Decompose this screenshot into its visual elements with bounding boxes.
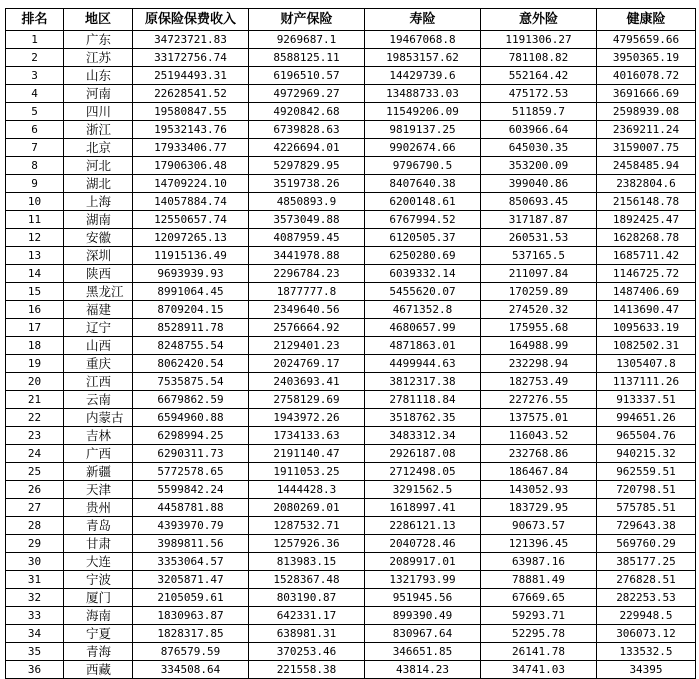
cell-rank: 21	[6, 391, 64, 409]
cell-rank: 19	[6, 355, 64, 373]
cell-rank: 20	[6, 373, 64, 391]
cell-health: 282253.53	[597, 589, 696, 607]
cell-original-premium: 14057884.74	[133, 193, 249, 211]
cell-life: 9819137.25	[365, 121, 481, 139]
table-row	[6, 49, 696, 67]
cell-health: 1487406.69	[597, 283, 696, 301]
cell-original-premium: 3353064.57	[133, 553, 249, 571]
table-row	[6, 517, 696, 535]
cell-accident: 182753.49	[481, 373, 597, 391]
cell-original-premium: 2105059.61	[133, 589, 249, 607]
cell-life: 6250280.69	[365, 247, 481, 265]
cell-life: 3518762.35	[365, 409, 481, 427]
cell-rank: 3	[6, 67, 64, 85]
cell-property: 370253.46	[249, 643, 365, 661]
header-property-insurance: 财产保险	[249, 9, 365, 31]
cell-rank: 2	[6, 49, 64, 67]
cell-accident: 121396.45	[481, 535, 597, 553]
cell-life: 5455620.07	[365, 283, 481, 301]
cell-property: 813983.15	[249, 553, 365, 571]
cell-original-premium: 8991064.45	[133, 283, 249, 301]
cell-rank: 24	[6, 445, 64, 463]
cell-region: 江西	[64, 373, 133, 391]
table-row	[6, 499, 696, 517]
cell-accident: 183729.95	[481, 499, 597, 517]
cell-region: 黑龙江	[64, 283, 133, 301]
cell-property: 1877777.8	[249, 283, 365, 301]
cell-accident: 78881.49	[481, 571, 597, 589]
cell-accident: 274520.32	[481, 301, 597, 319]
cell-health: 133532.5	[597, 643, 696, 661]
cell-original-premium: 12550657.74	[133, 211, 249, 229]
cell-property: 2296784.23	[249, 265, 365, 283]
cell-rank: 27	[6, 499, 64, 517]
cell-original-premium: 3205871.47	[133, 571, 249, 589]
cell-accident: 850693.45	[481, 193, 597, 211]
cell-accident: 317187.87	[481, 211, 597, 229]
cell-rank: 8	[6, 157, 64, 175]
cell-life: 9796790.5	[365, 157, 481, 175]
cell-region: 江苏	[64, 49, 133, 67]
cell-accident: 143052.93	[481, 481, 597, 499]
cell-original-premium: 4393970.79	[133, 517, 249, 535]
cell-property: 8588125.11	[249, 49, 365, 67]
cell-rank: 31	[6, 571, 64, 589]
cell-property: 4087959.45	[249, 229, 365, 247]
cell-life: 899390.49	[365, 607, 481, 625]
table-row	[6, 139, 696, 157]
cell-health: 306073.12	[597, 625, 696, 643]
cell-property: 2024769.17	[249, 355, 365, 373]
cell-property: 803190.87	[249, 589, 365, 607]
cell-life: 2089917.01	[365, 553, 481, 571]
cell-property: 2191140.47	[249, 445, 365, 463]
cell-property: 2576664.92	[249, 319, 365, 337]
cell-accident: 67669.65	[481, 589, 597, 607]
cell-property: 1528367.48	[249, 571, 365, 589]
cell-accident: 232298.94	[481, 355, 597, 373]
table-row	[6, 247, 696, 265]
table-row	[6, 463, 696, 481]
cell-life: 4671352.8	[365, 301, 481, 319]
cell-rank: 30	[6, 553, 64, 571]
cell-region: 厦门	[64, 589, 133, 607]
cell-rank: 23	[6, 427, 64, 445]
cell-region: 新疆	[64, 463, 133, 481]
cell-accident: 34741.03	[481, 661, 597, 679]
cell-health: 3950365.19	[597, 49, 696, 67]
table-row	[6, 301, 696, 319]
cell-accident: 603966.64	[481, 121, 597, 139]
cell-region: 海南	[64, 607, 133, 625]
cell-life: 11549206.09	[365, 103, 481, 121]
cell-accident: 1191306.27	[481, 31, 597, 49]
cell-region: 重庆	[64, 355, 133, 373]
cell-property: 4226694.01	[249, 139, 365, 157]
cell-original-premium: 1830963.87	[133, 607, 249, 625]
header-row	[6, 9, 696, 31]
table-row	[6, 283, 696, 301]
cell-region: 四川	[64, 103, 133, 121]
cell-original-premium: 17906306.48	[133, 157, 249, 175]
cell-health: 1305407.8	[597, 355, 696, 373]
cell-life: 4871863.01	[365, 337, 481, 355]
cell-accident: 227276.55	[481, 391, 597, 409]
cell-original-premium: 3989811.56	[133, 535, 249, 553]
cell-accident: 511859.7	[481, 103, 597, 121]
table-row	[6, 85, 696, 103]
table-row	[6, 355, 696, 373]
cell-life: 2286121.13	[365, 517, 481, 535]
cell-original-premium: 8248755.54	[133, 337, 249, 355]
table-row	[6, 625, 696, 643]
cell-accident: 781108.82	[481, 49, 597, 67]
cell-life: 951945.56	[365, 589, 481, 607]
cell-region: 河北	[64, 157, 133, 175]
cell-accident: 353200.09	[481, 157, 597, 175]
cell-property: 3519738.26	[249, 175, 365, 193]
cell-accident: 63987.16	[481, 553, 597, 571]
cell-health: 2458485.94	[597, 157, 696, 175]
table-row	[6, 229, 696, 247]
cell-property: 4972969.27	[249, 85, 365, 103]
cell-property: 4850893.9	[249, 193, 365, 211]
cell-accident: 90673.57	[481, 517, 597, 535]
cell-property: 638981.31	[249, 625, 365, 643]
cell-life: 6767994.52	[365, 211, 481, 229]
cell-rank: 1	[6, 31, 64, 49]
cell-life: 1321793.99	[365, 571, 481, 589]
cell-life: 6200148.61	[365, 193, 481, 211]
cell-region: 辽宁	[64, 319, 133, 337]
cell-original-premium: 5599842.24	[133, 481, 249, 499]
header-health-insurance: 健康险	[597, 9, 696, 31]
cell-property: 1734133.63	[249, 427, 365, 445]
cell-rank: 4	[6, 85, 64, 103]
cell-property: 3441978.88	[249, 247, 365, 265]
cell-health: 1685711.42	[597, 247, 696, 265]
cell-accident: 170259.89	[481, 283, 597, 301]
cell-health: 965504.76	[597, 427, 696, 445]
cell-health: 720798.51	[597, 481, 696, 499]
cell-accident: 52295.78	[481, 625, 597, 643]
cell-health: 2156148.78	[597, 193, 696, 211]
cell-property: 9269687.1	[249, 31, 365, 49]
table-row	[6, 211, 696, 229]
cell-original-premium: 876579.59	[133, 643, 249, 661]
header-region: 地区	[64, 9, 133, 31]
table-row	[6, 427, 696, 445]
header-accident-insurance: 意外险	[481, 9, 597, 31]
cell-property: 2129401.23	[249, 337, 365, 355]
cell-rank: 34	[6, 625, 64, 643]
cell-life: 19853157.62	[365, 49, 481, 67]
cell-accident: 26141.78	[481, 643, 597, 661]
cell-original-premium: 8062420.54	[133, 355, 249, 373]
cell-rank: 10	[6, 193, 64, 211]
cell-life: 8407640.38	[365, 175, 481, 193]
cell-original-premium: 5772578.65	[133, 463, 249, 481]
cell-accident: 211097.84	[481, 265, 597, 283]
cell-original-premium: 19580847.55	[133, 103, 249, 121]
cell-region: 天津	[64, 481, 133, 499]
cell-health: 3159007.75	[597, 139, 696, 157]
table-row	[6, 571, 696, 589]
cell-health: 3691666.69	[597, 85, 696, 103]
cell-region: 山西	[64, 337, 133, 355]
table-row	[6, 67, 696, 85]
header-life-insurance: 寿险	[365, 9, 481, 31]
cell-original-premium: 6290311.73	[133, 445, 249, 463]
cell-rank: 15	[6, 283, 64, 301]
cell-region: 河南	[64, 85, 133, 103]
cell-region: 甘肃	[64, 535, 133, 553]
cell-health: 4016078.72	[597, 67, 696, 85]
cell-original-premium: 33172756.74	[133, 49, 249, 67]
table-row	[6, 481, 696, 499]
cell-property: 5297829.95	[249, 157, 365, 175]
table-row	[6, 553, 696, 571]
cell-original-premium: 6298994.25	[133, 427, 249, 445]
cell-property: 6739828.63	[249, 121, 365, 139]
cell-life: 14429739.6	[365, 67, 481, 85]
cell-property: 1287532.71	[249, 517, 365, 535]
cell-rank: 14	[6, 265, 64, 283]
cell-rank: 13	[6, 247, 64, 265]
cell-health: 34395	[597, 661, 696, 679]
cell-region: 北京	[64, 139, 133, 157]
cell-health: 575785.51	[597, 499, 696, 517]
cell-rank: 12	[6, 229, 64, 247]
cell-accident: 552164.42	[481, 67, 597, 85]
cell-rank: 29	[6, 535, 64, 553]
cell-life: 2712498.05	[365, 463, 481, 481]
table-row	[6, 661, 696, 679]
table-wrapper	[5, 8, 696, 679]
cell-life: 830967.64	[365, 625, 481, 643]
cell-health: 229948.5	[597, 607, 696, 625]
cell-region: 内蒙古	[64, 409, 133, 427]
table-row	[6, 337, 696, 355]
cell-life: 2926187.08	[365, 445, 481, 463]
cell-original-premium: 12097265.13	[133, 229, 249, 247]
cell-health: 276828.51	[597, 571, 696, 589]
table-row	[6, 607, 696, 625]
table-row	[6, 319, 696, 337]
cell-region: 青海	[64, 643, 133, 661]
cell-region: 福建	[64, 301, 133, 319]
cell-rank: 33	[6, 607, 64, 625]
table-row	[6, 193, 696, 211]
cell-property: 2403693.41	[249, 373, 365, 391]
cell-life: 6039332.14	[365, 265, 481, 283]
cell-health: 1137111.26	[597, 373, 696, 391]
cell-original-premium: 6594960.88	[133, 409, 249, 427]
table-row	[6, 157, 696, 175]
table-body	[6, 31, 696, 679]
cell-health: 1095633.19	[597, 319, 696, 337]
cell-region: 贵州	[64, 499, 133, 517]
cell-property: 3573049.88	[249, 211, 365, 229]
cell-rank: 17	[6, 319, 64, 337]
cell-rank: 25	[6, 463, 64, 481]
cell-property: 2080269.01	[249, 499, 365, 517]
cell-original-premium: 4458781.88	[133, 499, 249, 517]
cell-life: 3291562.5	[365, 481, 481, 499]
cell-rank: 11	[6, 211, 64, 229]
cell-rank: 36	[6, 661, 64, 679]
cell-region: 吉林	[64, 427, 133, 445]
cell-rank: 32	[6, 589, 64, 607]
cell-life: 13488733.03	[365, 85, 481, 103]
cell-region: 云南	[64, 391, 133, 409]
cell-rank: 26	[6, 481, 64, 499]
cell-original-premium: 34723721.83	[133, 31, 249, 49]
cell-region: 湖北	[64, 175, 133, 193]
cell-property: 1444428.3	[249, 481, 365, 499]
cell-region: 广西	[64, 445, 133, 463]
cell-original-premium: 19532143.76	[133, 121, 249, 139]
cell-accident: 645030.35	[481, 139, 597, 157]
cell-rank: 28	[6, 517, 64, 535]
cell-life: 346651.85	[365, 643, 481, 661]
cell-health: 4795659.66	[597, 31, 696, 49]
cell-accident: 537165.5	[481, 247, 597, 265]
cell-original-premium: 7535875.54	[133, 373, 249, 391]
cell-health: 1892425.47	[597, 211, 696, 229]
cell-region: 浙江	[64, 121, 133, 139]
cell-health: 940215.32	[597, 445, 696, 463]
cell-rank: 7	[6, 139, 64, 157]
cell-life: 4499944.63	[365, 355, 481, 373]
cell-health: 385177.25	[597, 553, 696, 571]
cell-health: 2369211.24	[597, 121, 696, 139]
table-row	[6, 589, 696, 607]
cell-rank: 35	[6, 643, 64, 661]
cell-region: 大连	[64, 553, 133, 571]
table-row	[6, 31, 696, 49]
table-row	[6, 409, 696, 427]
cell-accident: 137575.01	[481, 409, 597, 427]
cell-health: 962559.51	[597, 463, 696, 481]
cell-property: 1257926.36	[249, 535, 365, 553]
cell-life: 2781118.84	[365, 391, 481, 409]
cell-region: 陕西	[64, 265, 133, 283]
table-row	[6, 103, 696, 121]
cell-health: 2382804.6	[597, 175, 696, 193]
cell-region: 广东	[64, 31, 133, 49]
cell-life: 9902674.66	[365, 139, 481, 157]
cell-health: 1413690.47	[597, 301, 696, 319]
cell-life: 6120505.37	[365, 229, 481, 247]
cell-original-premium: 14709224.10	[133, 175, 249, 193]
cell-property: 4920842.68	[249, 103, 365, 121]
table-row	[6, 265, 696, 283]
cell-property: 642331.17	[249, 607, 365, 625]
cell-region: 安徽	[64, 229, 133, 247]
cell-region: 上海	[64, 193, 133, 211]
cell-rank: 22	[6, 409, 64, 427]
insurance-premium-table	[5, 8, 696, 679]
cell-health: 1628268.78	[597, 229, 696, 247]
cell-health: 729643.38	[597, 517, 696, 535]
header-rank: 排名	[6, 9, 64, 31]
cell-property: 1943972.26	[249, 409, 365, 427]
cell-original-premium: 17933406.77	[133, 139, 249, 157]
cell-rank: 18	[6, 337, 64, 355]
cell-health: 1082502.31	[597, 337, 696, 355]
cell-health: 569760.29	[597, 535, 696, 553]
cell-region: 宁波	[64, 571, 133, 589]
cell-original-premium: 11915136.49	[133, 247, 249, 265]
cell-health: 1146725.72	[597, 265, 696, 283]
table-row	[6, 175, 696, 193]
table-row	[6, 373, 696, 391]
cell-original-premium: 22628541.52	[133, 85, 249, 103]
cell-rank: 6	[6, 121, 64, 139]
cell-health: 994651.26	[597, 409, 696, 427]
cell-life: 43814.23	[365, 661, 481, 679]
cell-rank: 5	[6, 103, 64, 121]
cell-original-premium: 9693939.93	[133, 265, 249, 283]
cell-life: 2040728.46	[365, 535, 481, 553]
cell-original-premium: 1828317.85	[133, 625, 249, 643]
cell-life: 3483312.34	[365, 427, 481, 445]
table-row	[6, 643, 696, 661]
cell-accident: 164988.99	[481, 337, 597, 355]
table-row	[6, 535, 696, 553]
cell-accident: 232768.86	[481, 445, 597, 463]
cell-rank: 9	[6, 175, 64, 193]
cell-region: 西藏	[64, 661, 133, 679]
cell-life: 4680657.99	[365, 319, 481, 337]
cell-original-premium: 8528911.78	[133, 319, 249, 337]
table-row	[6, 445, 696, 463]
cell-health: 913337.51	[597, 391, 696, 409]
cell-property: 2758129.69	[249, 391, 365, 409]
cell-region: 山东	[64, 67, 133, 85]
cell-accident: 399040.86	[481, 175, 597, 193]
cell-life: 3812317.38	[365, 373, 481, 391]
table-row	[6, 121, 696, 139]
cell-health: 2598939.08	[597, 103, 696, 121]
cell-life: 19467068.8	[365, 31, 481, 49]
cell-original-premium: 6679862.59	[133, 391, 249, 409]
cell-accident: 116043.52	[481, 427, 597, 445]
cell-region: 青岛	[64, 517, 133, 535]
cell-region: 宁夏	[64, 625, 133, 643]
cell-original-premium: 334508.64	[133, 661, 249, 679]
cell-accident: 260531.53	[481, 229, 597, 247]
cell-region: 深圳	[64, 247, 133, 265]
table-row	[6, 391, 696, 409]
cell-property: 221558.38	[249, 661, 365, 679]
cell-region: 湖南	[64, 211, 133, 229]
cell-accident: 175955.68	[481, 319, 597, 337]
cell-life: 1618997.41	[365, 499, 481, 517]
cell-accident: 475172.53	[481, 85, 597, 103]
cell-original-premium: 8709204.15	[133, 301, 249, 319]
cell-original-premium: 25194493.31	[133, 67, 249, 85]
cell-rank: 16	[6, 301, 64, 319]
cell-property: 6196510.57	[249, 67, 365, 85]
cell-accident: 59293.71	[481, 607, 597, 625]
cell-accident: 186467.84	[481, 463, 597, 481]
cell-property: 2349640.56	[249, 301, 365, 319]
cell-property: 1911053.25	[249, 463, 365, 481]
header-original-premium: 原保险保费收入	[133, 9, 249, 31]
